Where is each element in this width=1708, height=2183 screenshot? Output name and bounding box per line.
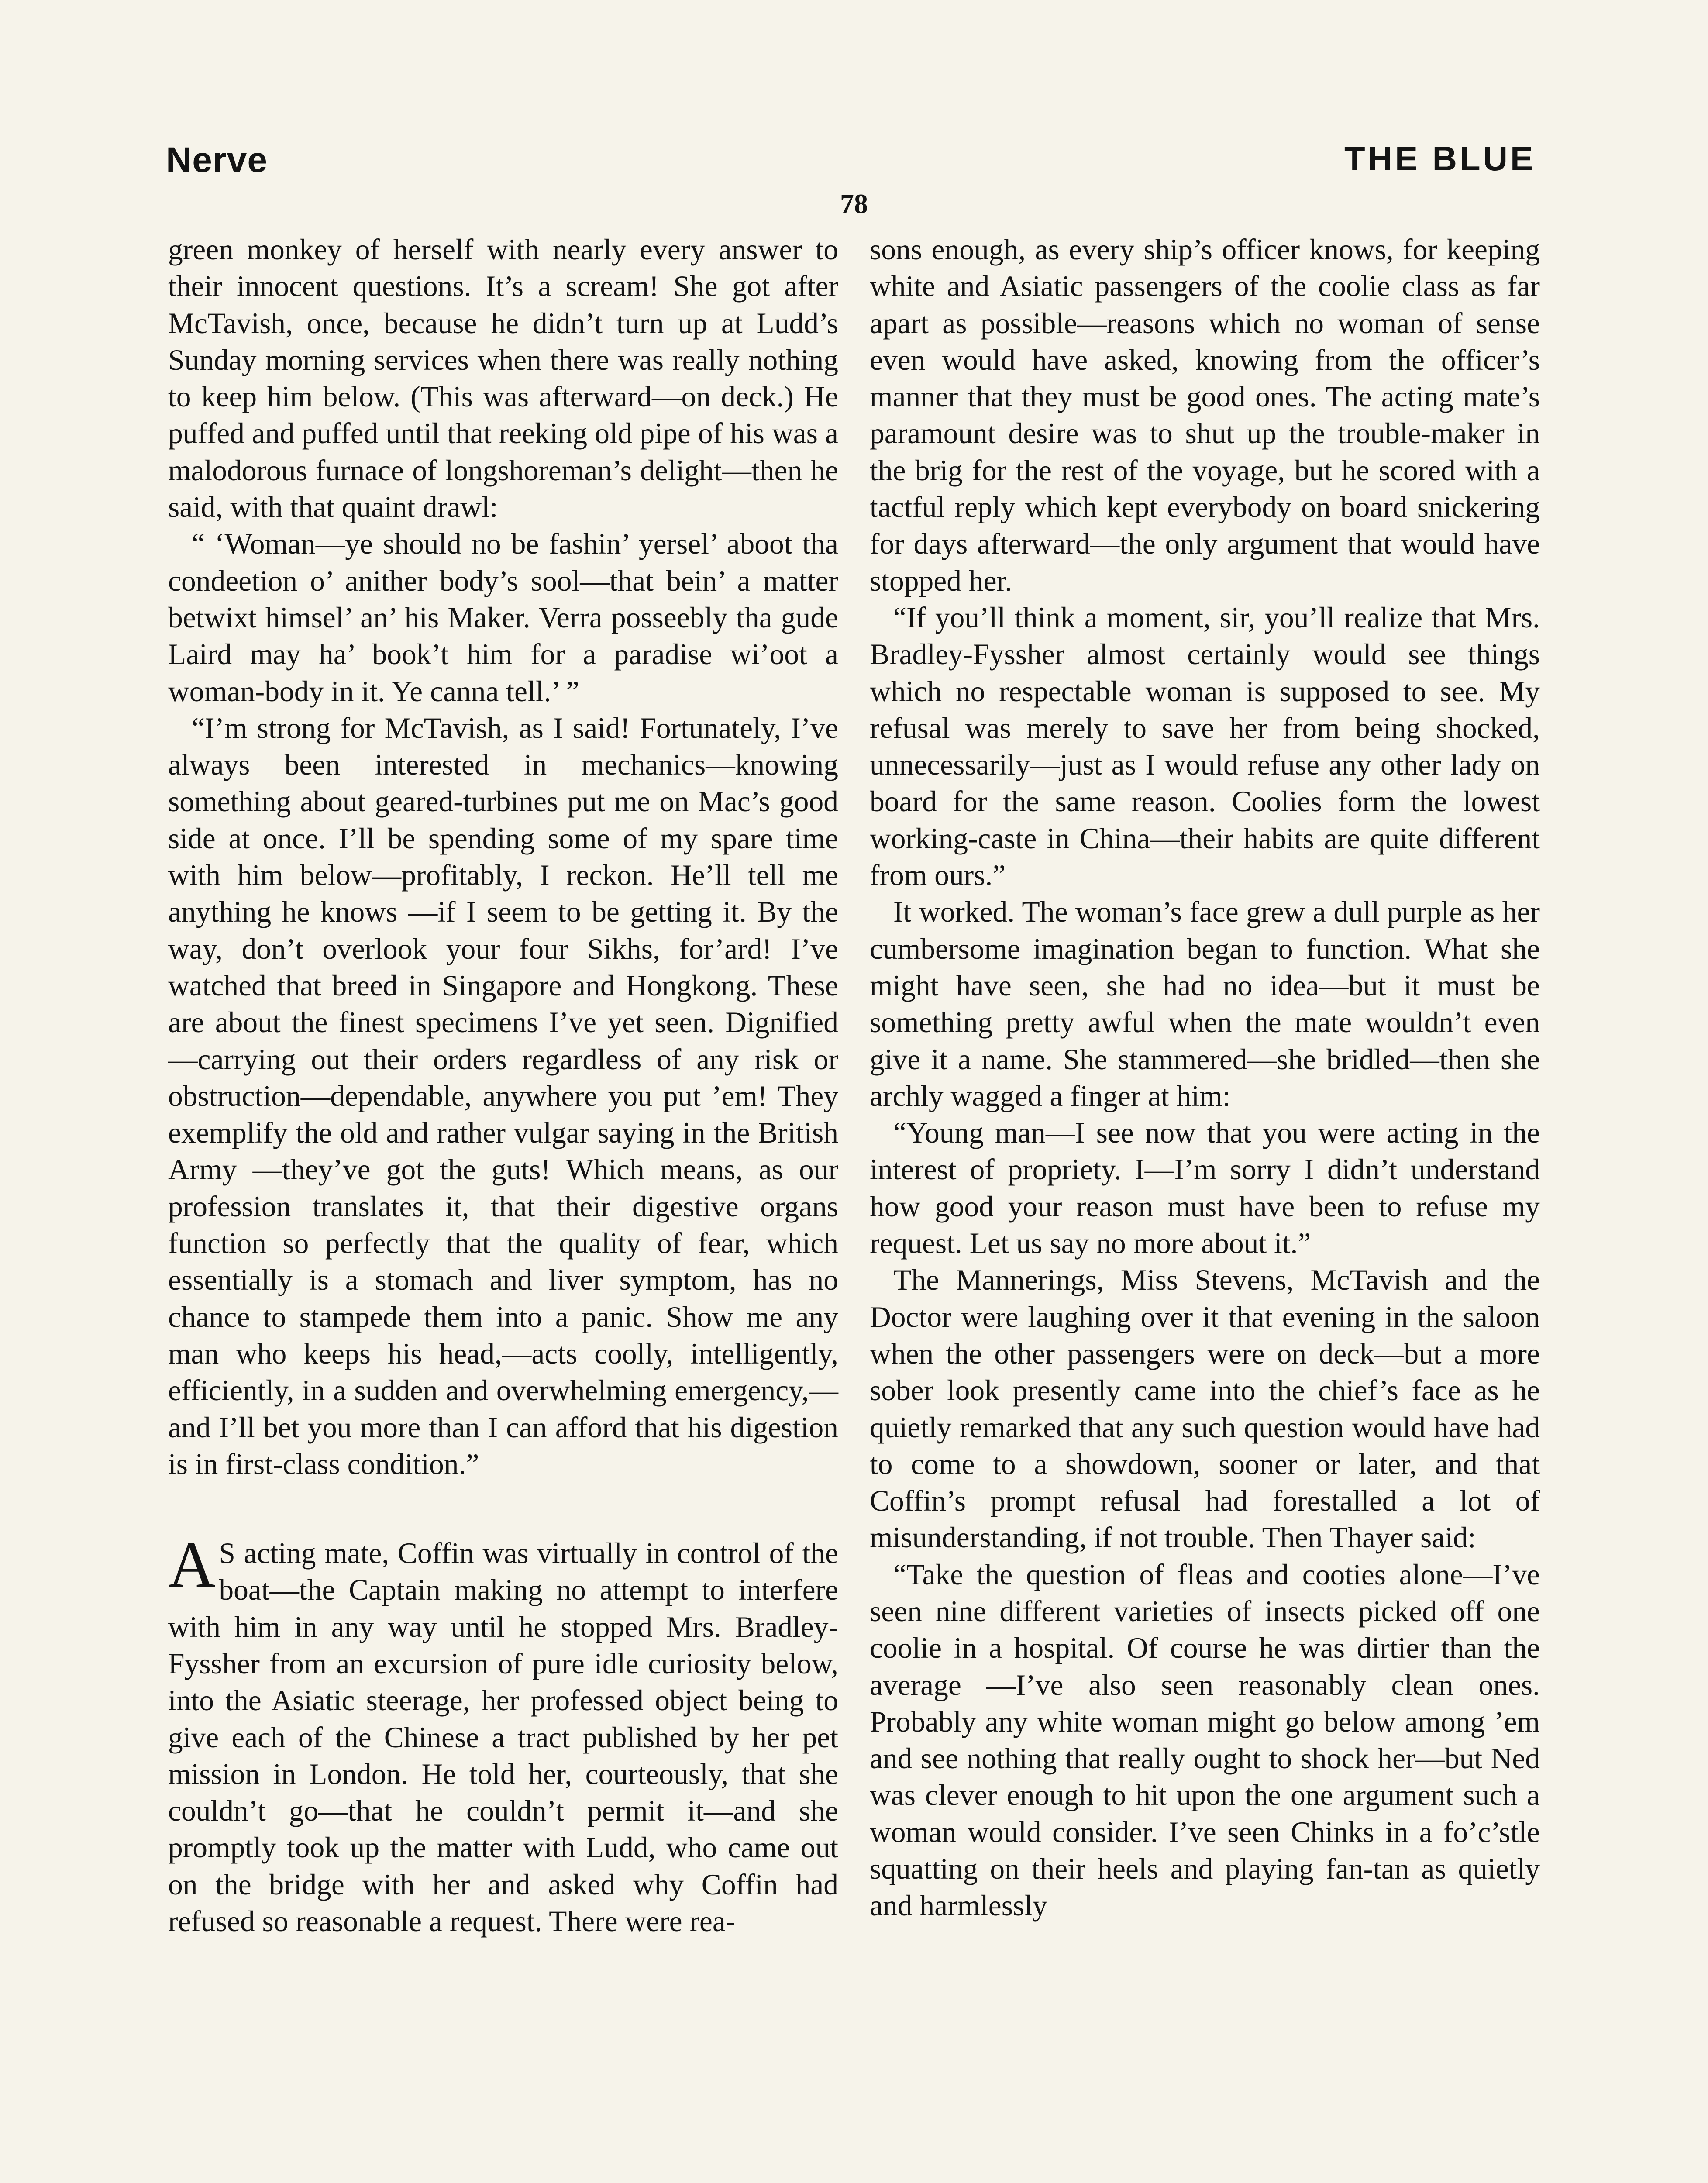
paragraph: “I’m strong for McTavish, as I said! Fortunately, I’ve always been interested in mechanics—knowing something about geared-turbines put me on Mac’s good side at once. I’ll be spending some of my spare time with him below—profitably, I reckon. He’ll tell me anything he knows —if I seem to be getting it. By the way, don’t overlook your four Sikhs, for’ard! I’ve watched that breed in Singapore and Hongkong. These are about the finest specimens I’ve yet seen. Dignified—carrying out their orders regardless of any risk or obstruction—dependable, anywhere you put ’em! They exemplify the old and rather vulgar saying in the British Army —they’ve got the guts! Which means, as our profession translates it, that their digestive organs function so perfectly that the quality of fear, which essentially is a stomach and liver symptom, has no chance to stampede them into a panic. Show me any man who keeps his head,—acts coolly, intelligently, efficiently, in a sudden and overwhelming emergency,—and I’ll bet you more than I can afford that his digestion is in first-class condition.” [168,711,838,1481]
section-paragraph [168,1529,838,1940]
drop-cap: A [168,1529,216,1601]
paragraph: “Young man—I see now that you were acting in the interest of propriety. I—I’m sorry I didn’t understand how good your reason must have been to refuse my request. Let us say no more about it.” [870,1116,1540,1260]
right-column [870,231,1540,1925]
paragraph: It worked. The woman’s face grew a dull purple as her cumbersome imagination began to function. What she might have seen, she had no idea—but it must be something pretty awful when the mate wouldn’t even give it a name. She stammered—she bridled—then she archly wagged a finger at him: [870,895,1540,1112]
paragraph: “ ‘Woman—ye should no be fashin’ yersel’ aboot tha condeetion o’ anither body’s sool—that bein’ a matter betwixt himsel’ an’ his Maker. Verra posseebly tha gude Laird may ha’ book’t him for a paradise wi’oot a woman-body in it. Ye canna tell.’ ” [168,527,838,708]
section-text: S acting mate, Coffin was virtually in control of the boat—the Captain making no attempt to interfere with him in any way until he stopped Mrs. Bradley-Fyssher from an excursion of pure idle curiosity below, into the Asiatic steerage, her professed object being to give each of the Chinese a tract published by her pet mission in London. He told her, courteously, that she couldn’t go—that he couldn’t permit it—and she promptly took up the matter with Ludd, who came out on the bridge with her and asked why Coffin had refused so reasonable a request. There were rea- [168,1537,838,1938]
running-header-magazine: THE BLUE [1344,139,1536,178]
page-number: 78 [840,188,868,219]
paragraph: The Mannerings, Miss Stevens, McTavish and the Doctor were laughing over it that evening in the saloon when the other passengers were on deck—but a more sober look presently came into the chief’s face as he quietly remarked that any such question would have had to come to a showdown, sooner or later, and that Coffin’s prompt refusal had forestalled a lot of misunderstanding, if not trouble. Then Thayer said: [870,1264,1540,1554]
running-header-title: Nerve [166,140,268,180]
paragraph: “Take the question of fleas and cooties alone—I’ve seen nine different varieties of insects picked off one coolie in a hospital. Of course he was dirtier than the average —I’ve also seen reasonably clean ones. Probably any white woman might go below among ’em and see nothing that really ought to shock her—but Ned was clever enough to hit upon the one argument such a woman would consider. I’ve seen Chinks in a fo’c’stle squatting on their heels and playing fan-tan as quietly and harmlessly [870,1558,1540,1922]
paragraph: “If you’ll think a moment, sir, you’ll realize that Mrs. Bradley-Fyssher almost certainly would see things which no respectable woman is supposed to see. My refusal was merely to save her from being shocked, unnecessarily—just as I would refuse any other lady on board for the same reason. Coolies form the lowest working-caste in China—their habits are quite different from ours.” [870,601,1540,892]
paragraph: green monkey of herself with nearly every answer to their innocent questions. It’s a scream! She got after McTavish, once, because he didn’t turn up at Ludd’s Sunday morning services when there was really nothing to keep him below. (This was afterward—on deck.) He puffed and puffed until that reeking old pipe of his was a malodorous furnace of longshoreman’s delight—then he said, with that quaint drawl: [168,233,838,524]
left-column [168,231,838,1940]
paragraph: sons enough, as every ship’s officer knows, for keeping white and Asiatic passengers of the coolie class as far apart as possible—reasons which no woman of sense even would have asked, knowing from the officer’s manner that they must be good ones. The acting mate’s paramount desire was to shut up the trouble-maker in the brig for the rest of the voyage, but he scored with a tactful reply which kept everybody on board snickering for days afterward—the only argument that would have stopped her. [870,233,1540,597]
